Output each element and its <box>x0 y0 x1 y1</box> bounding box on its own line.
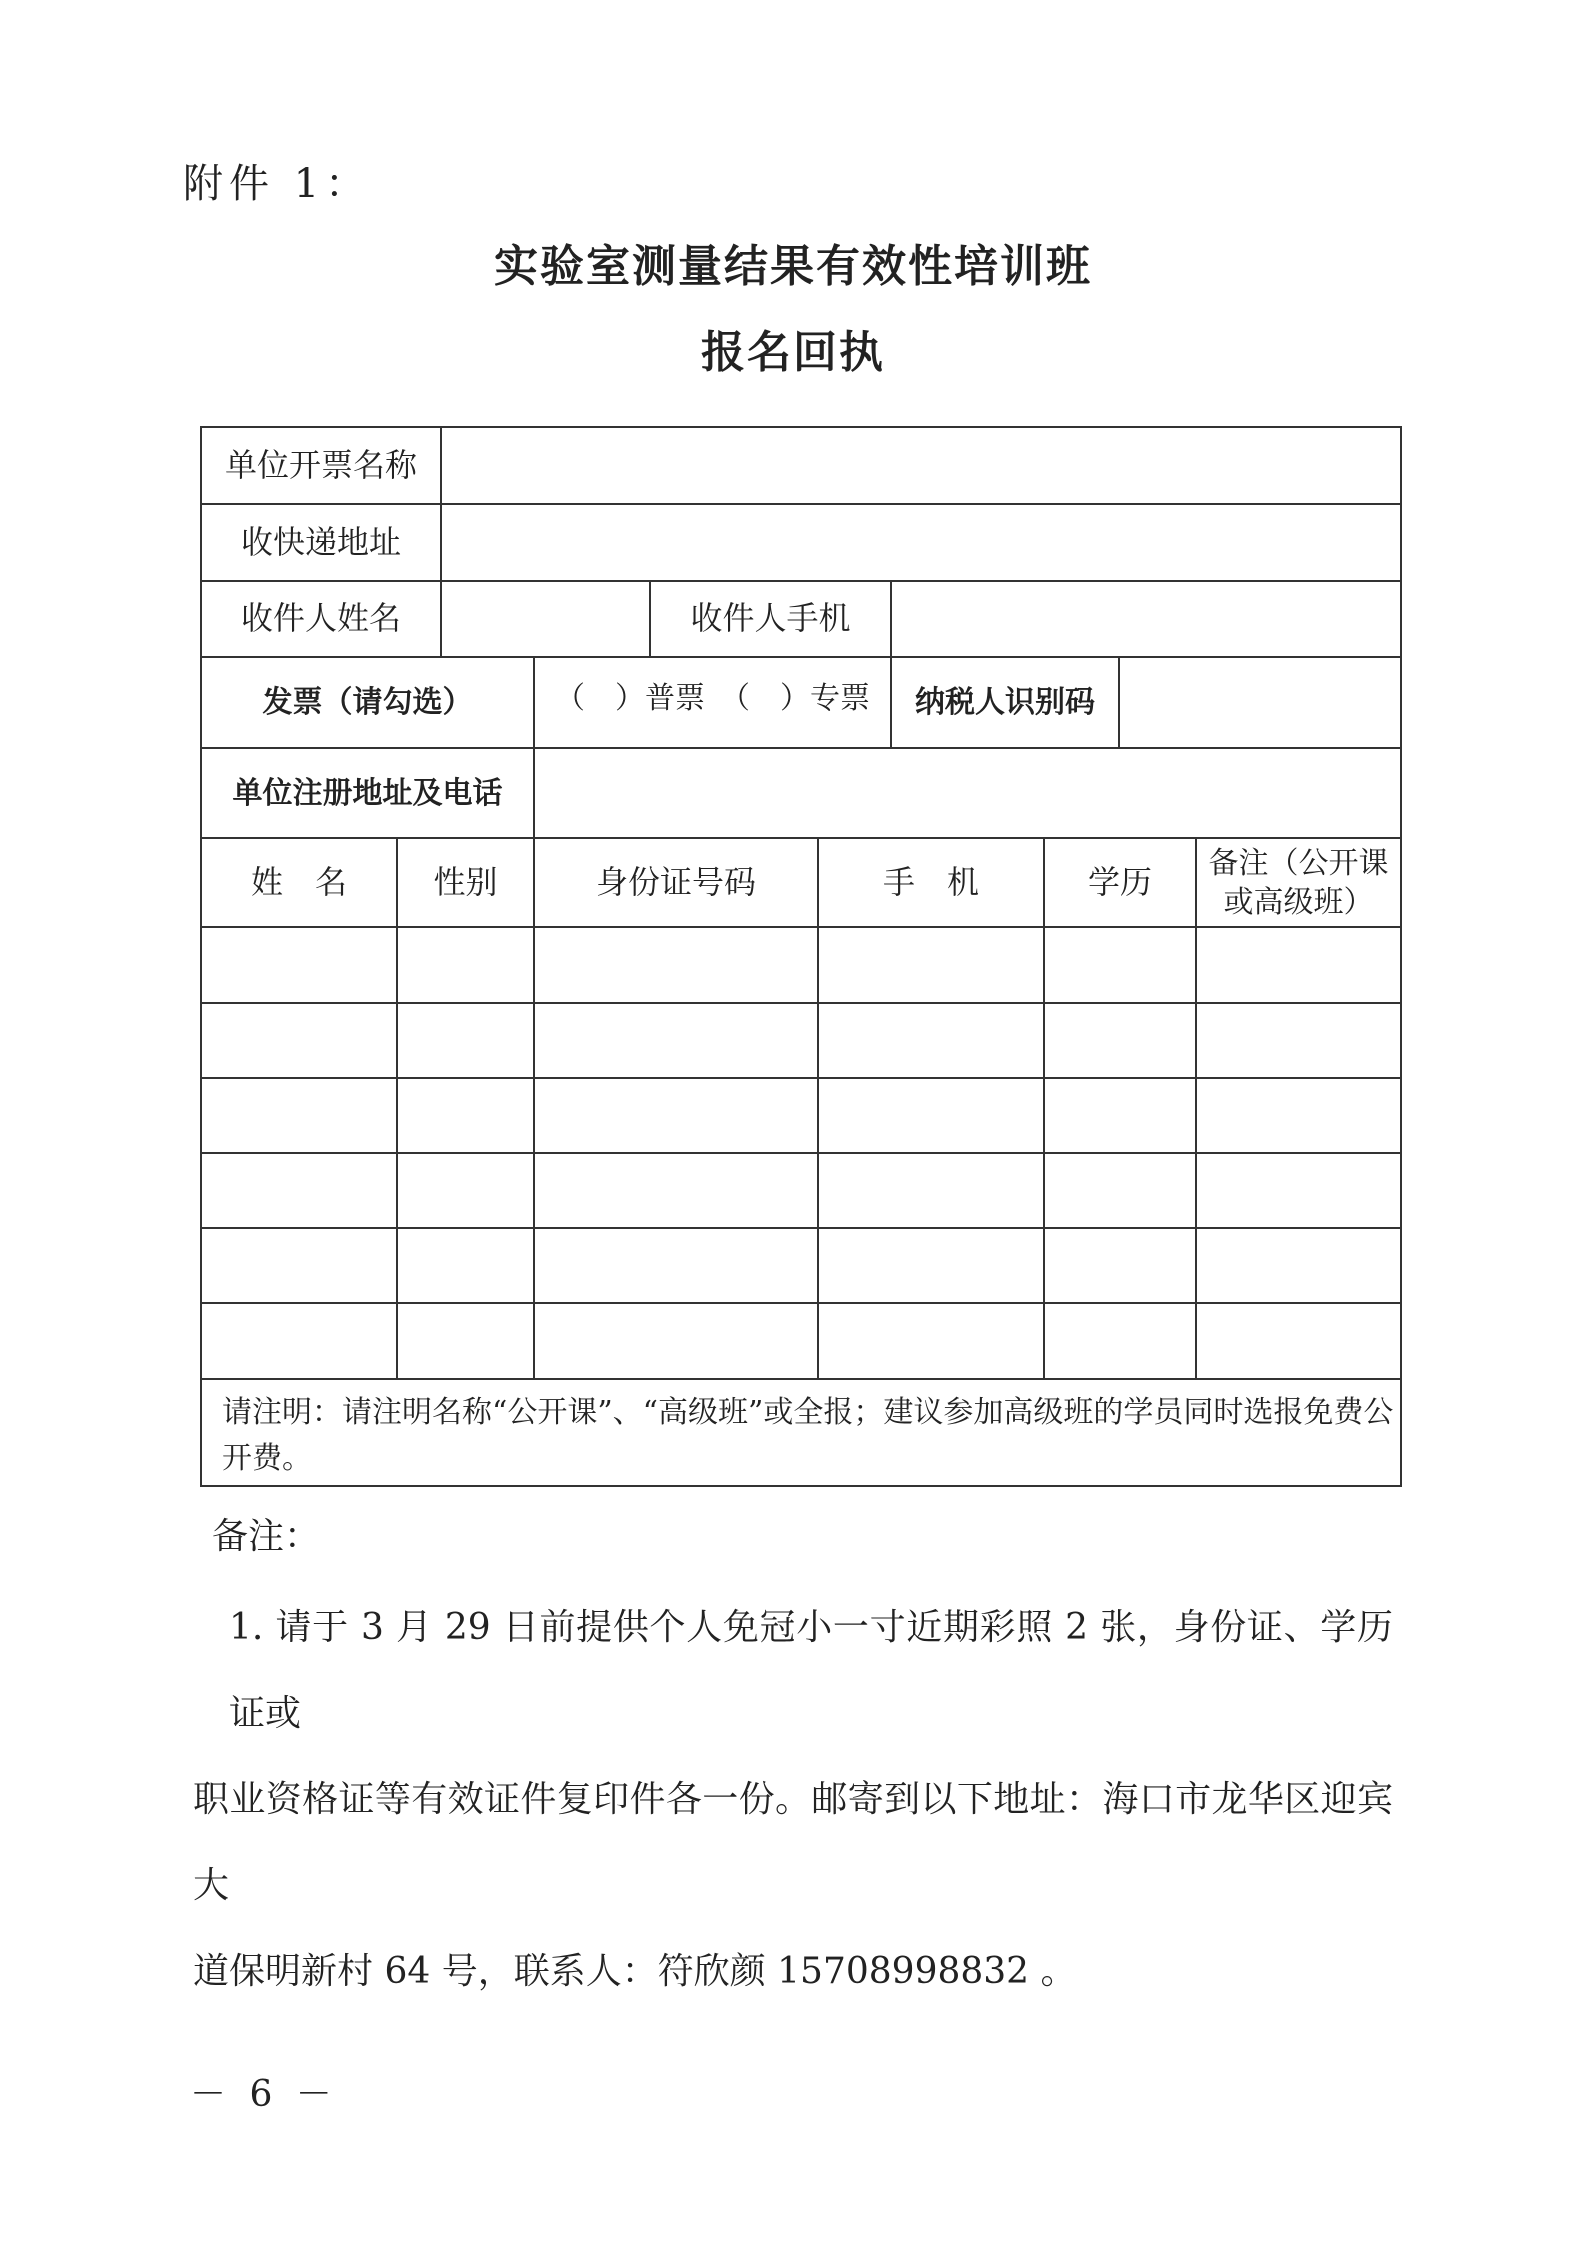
table-border <box>200 1227 1402 1229</box>
remarks-line: 职业资格证等有效证件复印件各一份。邮寄到以下地址：海口市龙华区迎宾大 <box>193 1779 1393 1906</box>
recipient-phone-label: 收件人手机 <box>690 599 851 638</box>
col-header-gender: 性别 <box>433 862 498 901</box>
col-header-education: 学历 <box>1087 862 1152 901</box>
reg-address-label: 单位注册地址及电话 <box>232 775 503 811</box>
recipient-name-label: 收件人姓名 <box>240 599 401 638</box>
recipient-name-field[interactable] <box>442 582 649 656</box>
remarks-paragraph <box>193 1585 1393 2015</box>
table-border <box>200 1485 1402 1487</box>
remarks-line: 1. 请于 3 月 29 日前提供个人免冠小一寸近期彩照 2 张，身份证、学历证或 <box>229 1607 1393 1734</box>
col-header-remarks: 备注（公开课或高级班） <box>1208 845 1389 920</box>
tax-id-label: 纳税人识别码 <box>915 685 1095 720</box>
form-note: 请注明：请注明名称“公开课”、“高级班”或全报；建议参加高级班的学员同时选报免费公开费。 <box>222 1395 1394 1476</box>
page-subtitle: 报名回执 <box>701 327 885 378</box>
page-title: 实验室测量结果有效性培训班 <box>494 241 1092 292</box>
remarks-title: 备注： <box>212 1516 321 1557</box>
table-border <box>200 1378 1402 1380</box>
attachment-label: 附件 1： <box>183 161 372 207</box>
invoice-type-label: 发票（请勾选） <box>262 685 473 720</box>
col-header-mobile: 手 机 <box>882 862 979 901</box>
recipient-phone-field[interactable] <box>892 582 1400 656</box>
address-label: 收快递地址 <box>240 522 401 561</box>
invoice-name-field[interactable] <box>442 428 1400 503</box>
invoice-type-options[interactable]: （ ）普票 （ ）专票 <box>555 680 870 716</box>
col-header-name: 姓 名 <box>250 862 347 901</box>
table-border <box>200 1302 1402 1304</box>
table-border <box>200 1077 1402 1079</box>
page-number: － 6 － <box>190 2074 338 2115</box>
table-border <box>200 1002 1402 1004</box>
col-header-id-number: 身份证号码 <box>595 862 756 901</box>
reg-address-field[interactable] <box>535 749 1400 837</box>
remarks-line: 道保明新村 64 号，联系人：符欣颜 15708998832 。 <box>193 1951 1077 1992</box>
tax-id-field[interactable] <box>1120 658 1400 747</box>
table-border <box>200 1152 1402 1154</box>
invoice-name-label: 单位开票名称 <box>224 445 417 484</box>
table-border <box>200 926 1402 928</box>
table-border <box>1400 426 1402 1487</box>
address-field[interactable] <box>442 505 1400 580</box>
